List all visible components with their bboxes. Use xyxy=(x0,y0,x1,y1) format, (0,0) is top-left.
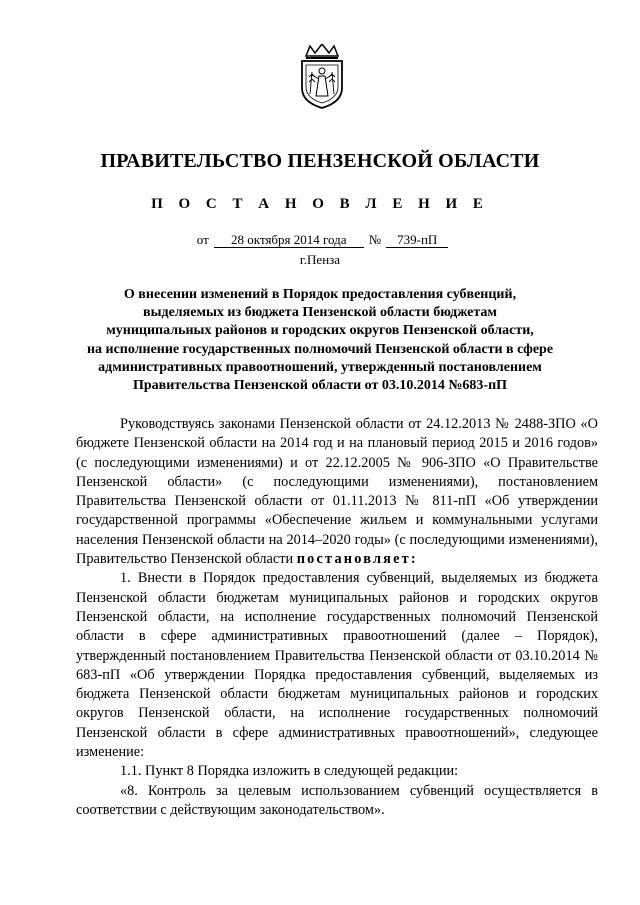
title-line: муниципальных районов и городских округов Пензенской области, xyxy=(106,323,534,339)
quoted-amendment: «8. Контроль за целевым использованием субвенций осуществляется в соответствии с действующим законодательством». xyxy=(76,782,598,818)
coat-of-arms-emblem xyxy=(296,44,348,110)
document-body xyxy=(76,415,598,820)
preamble-paragraph xyxy=(76,415,598,569)
title-line: административных правоотношений, утвержденный постановлением xyxy=(98,359,542,375)
title-line: Правительства Пензенской области от 03.10.2014 №683-пП xyxy=(132,378,508,394)
organization-name: ПРАВИТЕЛЬСТВО ПЕНЗЕНСКОЙ ОБЛАСТИ xyxy=(100,150,540,172)
item-1-paragraph: 1. Внести в Порядок предоставления субвенций, выделяемых из бюджета Пензенской области бюджетам муниципальных районов и городских округов Пензенской области, на исполнение государственных полномочий Пензенской области в сфере административных правоотношений (далее – Порядок), утвержденный постановлением Правительства Пензенской области от 03.10.2014 № 683-пП «Об утверждении Порядка предоставления субвенций, выделяемых из бюджета Пензенской области бюджетам муниципальных районов и городских округов Пензенской области, на исполнение государственных полномочий Пензенской области в сфере административных правоотношений», следующее изменение: xyxy=(76,570,598,761)
item-1-1-paragraph: 1.1. Пункт 8 Порядка изложить в следующей редакции: xyxy=(120,763,459,780)
city: г.Пенза xyxy=(299,252,341,267)
document-title xyxy=(80,286,560,395)
title-line: выделяемых из бюджета Пензенской области бюджетам xyxy=(143,305,497,321)
title-line: О внесении изменений в Порядок предоставления субвенций, xyxy=(123,287,517,302)
resolves-keyword: постановляет: xyxy=(296,551,418,568)
preamble-text: Руководствуясь законами Пензенской области от 24.12.2013 № 2488-ЗПО «О бюджете Пензенской области на 2014 год и на плановый период 2015 и 2016 годов» (с последующими изменениями) и от 22.12.2005 № 906-ЗПО «О Правительстве Пензенской области» (с последующими изменениями), постановлением Правительства Пензенской области от 01.11.2013 № 811-пП «Об утверждении государственной программы «Обеспечение жильем и коммунальными услугами населения Пензенской области на 2014–2020 годы» (с последующими изменениями), Правительство Пензенской области xyxy=(76,416,598,568)
document-type: П О С Т А Н О В Л Е Н И Е xyxy=(151,196,489,212)
date-prefix: от xyxy=(196,232,209,247)
date-number-line xyxy=(0,232,640,248)
document-date: 28 октября 2014 года xyxy=(214,233,364,248)
title-line: на исполнение государственных полномочий Пензенской области в сфере xyxy=(86,341,554,357)
document-number: 739-пП xyxy=(386,233,448,248)
number-label: № xyxy=(368,232,382,247)
